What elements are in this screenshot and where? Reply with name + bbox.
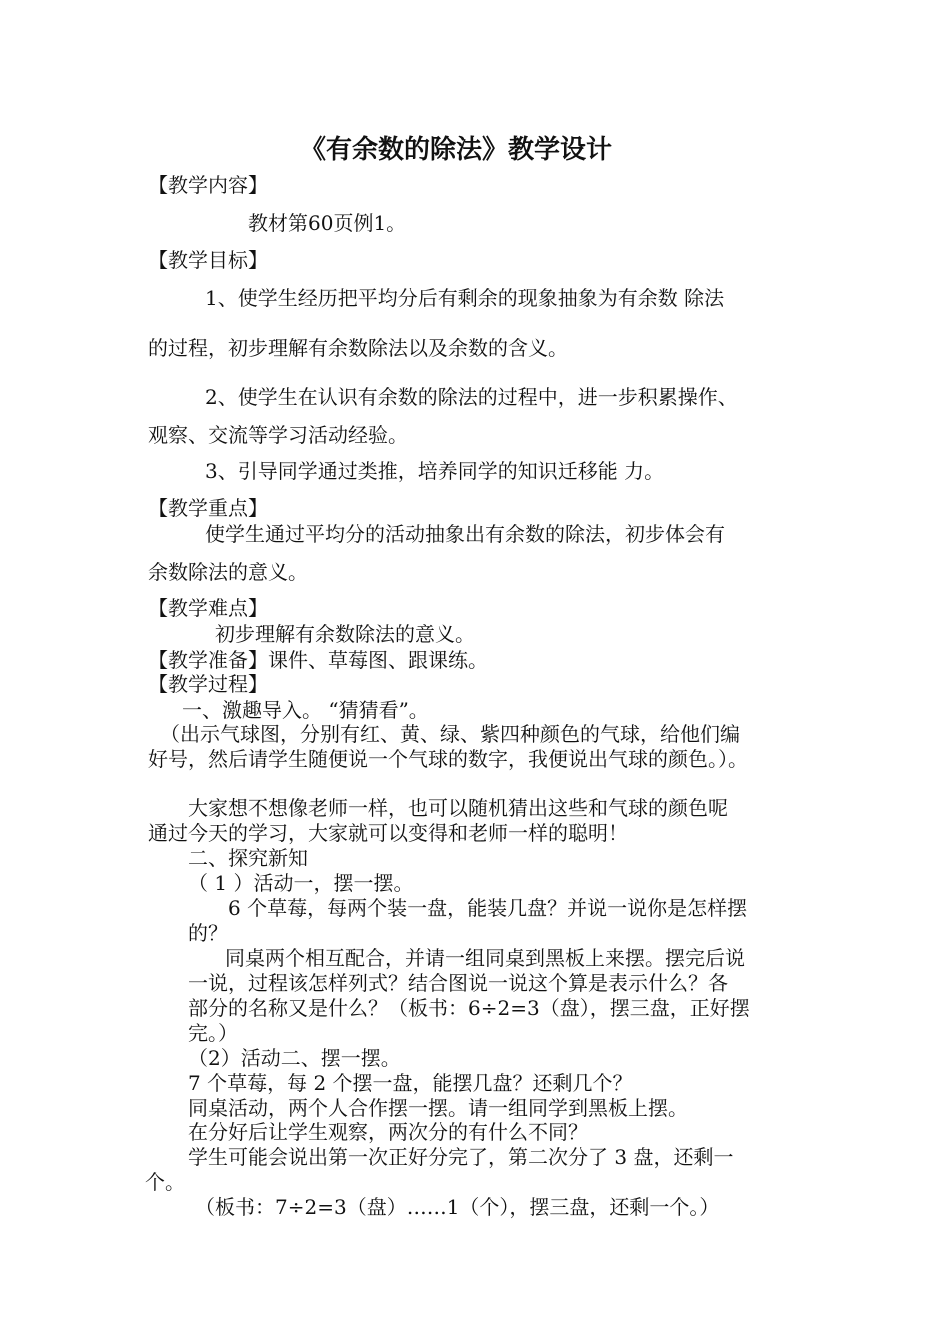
paragraph-line: 通过今天的学习，大家就可以变得和老师一样的聪明！ bbox=[148, 821, 628, 845]
paragraph-line: 好号，然后请学生随便说一个气球的数字，我便说出气球的颜色。）。 bbox=[148, 747, 748, 771]
paragraph-line: 在分好后让学生观察，两次分的有什么不同？ bbox=[188, 1120, 588, 1144]
paragraph-line: 同桌活动，两个人合作摆一摆。请一组同学到黑板上摆。 bbox=[188, 1096, 688, 1120]
paragraph-line: 完。） bbox=[188, 1021, 238, 1045]
paragraph-line: 使学生通过平均分的活动抽象出有余数的除法，初步体会有 bbox=[205, 522, 725, 546]
paragraph-line: 3、引导同学通过类推，培养同学的知识迁移能 力。 bbox=[205, 459, 665, 483]
section-heading-difficulties: 【教学难点】 bbox=[148, 596, 268, 620]
paragraph-line: （2）活动二、摆一摆。 bbox=[188, 1046, 401, 1070]
paragraph-line: 二、探究新知 bbox=[188, 846, 308, 870]
paragraph-line: 观察、交流等学习活动经验。 bbox=[148, 423, 408, 447]
paragraph-line: 学生可能会说出第一次正好分完了，第二次分了 3 盘，还剩一 bbox=[188, 1145, 734, 1169]
section-heading-key-points: 【教学重点】 bbox=[148, 496, 268, 520]
paragraph-line: 大家想不想像老师一样，也可以随机猜出这些和气球的颜色呢 bbox=[188, 796, 728, 820]
paragraph-line: （板书：7÷2=3（盘）……1（个），摆三盘，还剩一个。） bbox=[195, 1195, 720, 1219]
paragraph-line: 余数除法的意义。 bbox=[148, 560, 308, 584]
section-heading-objectives: 【教学目标】 bbox=[148, 248, 268, 272]
paragraph-line: 7 个草莓，每 2 个摆一盘，能摆几盘？还剩几个？ bbox=[188, 1071, 633, 1095]
paragraph-line: （出示气球图，分别有红、黄、绿、紫四种颜色的气球，给他们编 bbox=[160, 722, 740, 746]
paragraph-line: 个。 bbox=[145, 1170, 185, 1194]
paragraph-line: 同桌两个相互配合，并请一组同桌到黑板上来摆。摆完后说 bbox=[225, 946, 745, 970]
paragraph-line: 初步理解有余数除法的意义。 bbox=[215, 622, 475, 646]
paragraph-line: 一、激趣导入。 “猜猜看”。 bbox=[182, 698, 429, 722]
paragraph-line: 6 个草莓，每两个装一盘，能装几盘？并说一说你是怎样摆 bbox=[228, 896, 748, 920]
paragraph-line: （ 1 ）活动一，摆一摆。 bbox=[188, 871, 414, 895]
section-heading-content: 【教学内容】 bbox=[148, 173, 268, 197]
paragraph-line: 的？ bbox=[188, 921, 228, 945]
paragraph-line: 教材第60页例1。 bbox=[248, 211, 407, 235]
document-title: 《有余数的除法》教学设计 bbox=[300, 135, 613, 165]
section-heading-process: 【教学过程】 bbox=[148, 672, 268, 696]
paragraph-line: 1、使学生经历把平均分后有剩余的现象抽象为有余数 除法 bbox=[205, 286, 725, 310]
paragraph-line: 部分的名称又是什么？（板书：6÷2=3（盘），摆三盘，正好摆 bbox=[188, 996, 750, 1020]
paragraph-line: 一说，过程该怎样列式？结合图说一说这个算是表示什么？各 bbox=[188, 971, 728, 995]
paragraph-line: 2、使学生在认识有余数的除法的过程中，进一步积累操作、 bbox=[205, 385, 738, 409]
paragraph-line: 的过程，初步理解有余数除法以及余数的含义。 bbox=[148, 336, 568, 360]
section-heading-preparation: 【教学准备】课件、草莓图、跟课练。 bbox=[148, 648, 488, 672]
